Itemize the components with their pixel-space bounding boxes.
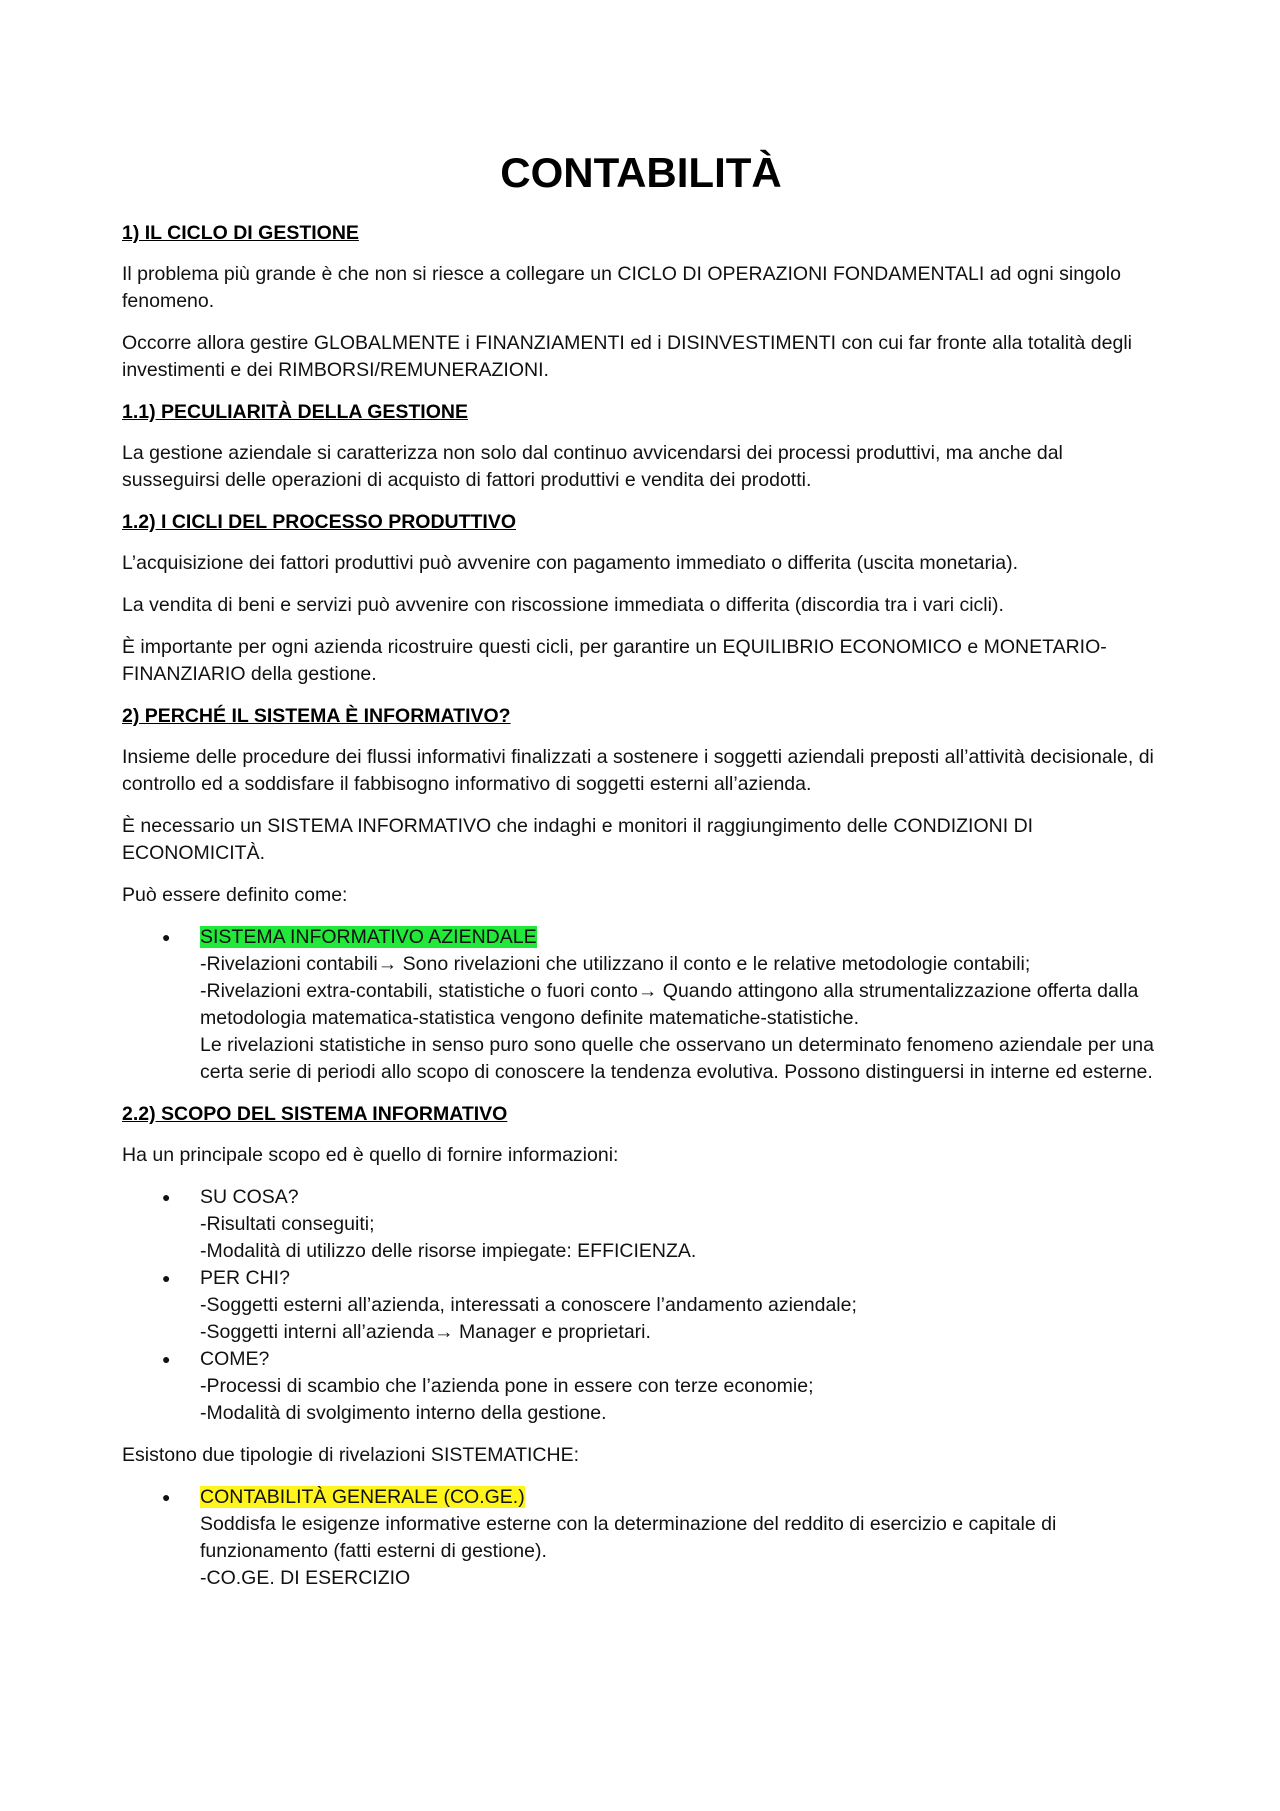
section-heading-cicli-processo: 1.2) I CICLI DEL PROCESSO PRODUTTIVO: [122, 511, 517, 533]
list-item: [122, 1265, 1160, 1346]
list-item-label: SU COSA?: [200, 1186, 299, 1208]
paragraph: Occorre allora gestire GLOBALMENTE i FINANZIAMENTI ed i DISINVESTIMENTI con cui far fronte alla totalità degli investimenti e dei RIMBORSI/REMUNERAZIONI.: [122, 332, 1132, 381]
paragraph: Il problema più grande è che non si riesce a collegare un CICLO DI OPERAZIONI FONDAMENTALI ad ogni singolo fenomeno.: [122, 263, 1121, 312]
paragraph: La vendita di beni e servizi può avvenire con riscossione immediata o differita (discordia tra i vari cicli).: [122, 594, 1004, 616]
list-item-line: -CO.GE. DI ESERCIZIO: [200, 1567, 411, 1589]
list-item-line: Le rivelazioni statistiche in senso puro sono quelle che osservano un determinato fenomeno aziendale per una certa serie di periodi allo scopo di conoscere la tendenza evolutiva. Possono distinguersi in interne ed esterne.: [200, 1034, 1154, 1083]
section-heading-scopo: 2.2) SCOPO DEL SISTEMA INFORMATIVO: [122, 1103, 508, 1125]
highlighted-label: SISTEMA INFORMATIVO AZIENDALE: [200, 926, 537, 948]
paragraph: Insieme delle procedure dei flussi informativi finalizzati a sostenere i soggetti aziendali preposti all’attività decisionale, di controllo ed a soddisfare il fabbisogno informativo di soggetti esterni all’azienda.: [122, 746, 1154, 795]
paragraph: Ha un principale scopo ed è quello di fornire informazioni:: [122, 1144, 619, 1166]
list-item-line: -Rivelazioni extra-contabili, statistiche o fuori conto→ Quando attingono alla strumentalizzazione offerta dalla metodologia matematica-statistica vengono definite matematiche-statistiche.: [200, 980, 1139, 1029]
paragraph: Può essere definito come:: [122, 884, 348, 906]
list-item: [122, 1346, 1160, 1427]
list-item-line: -Soggetti interni all’azienda→ Manager e proprietari.: [200, 1321, 651, 1343]
list-item-line: -Soggetti esterni all’azienda, interessati a conoscere l’andamento aziendale;: [200, 1294, 857, 1316]
paragraph: È necessario un SISTEMA INFORMATIVO che indaghi e monitori il raggiungimento delle CONDIZIONI DI ECONOMICITÀ.: [122, 815, 1034, 864]
page-title: CONTABILITÀ: [500, 149, 782, 196]
list-item-line: -Rivelazioni contabili→ Sono rivelazioni che utilizzano il conto e le relative metodologie contabili;: [200, 953, 1031, 975]
bullet-icon: ●: [162, 1351, 171, 1367]
list-item: [122, 1184, 1160, 1265]
bullet-icon: ●: [162, 929, 171, 945]
highlighted-label: CONTABILITÀ GENERALE (CO.GE.): [200, 1486, 525, 1508]
bullet-icon: ●: [162, 1189, 171, 1205]
list-item-line: -Modalità di utilizzo delle risorse impiegate: EFFICIENZA.: [200, 1240, 697, 1262]
paragraph: Esistono due tipologie di rivelazioni SISTEMATICHE:: [122, 1444, 580, 1466]
list-item-line: -Risultati conseguiti;: [200, 1213, 375, 1235]
bullet-list: [122, 924, 1160, 1086]
paragraph: È importante per ogni azienda ricostruire questi cicli, per garantire un EQUILIBRIO ECONOMICO e MONETARIO-FINANZIARIO della gestione.: [122, 636, 1107, 685]
list-item-line: -Processi di scambio che l’azienda pone in essere con terze economie;: [200, 1375, 814, 1397]
bullet-icon: ●: [162, 1270, 171, 1286]
paragraph: L’acquisizione dei fattori produttivi può avvenire con pagamento immediato o differita (uscita monetaria).: [122, 552, 1019, 574]
section-heading-peculiarita: 1.1) PECULIARITÀ DELLA GESTIONE: [122, 401, 468, 423]
paragraph: La gestione aziendale si caratterizza non solo dal continuo avvicendarsi dei processi produttivi, ma anche dal susseguirsi delle operazioni di acquisto di fattori produttivi e vendita dei prodotti.: [122, 442, 1063, 491]
section-heading-sistema-informativo: 2) PERCHÉ IL SISTEMA È INFORMATIVO?: [122, 705, 511, 727]
bullet-list: [122, 1184, 1160, 1427]
bullet-icon: ●: [162, 1489, 171, 1505]
list-item-label: PER CHI?: [200, 1267, 290, 1289]
list-item: [122, 1484, 1160, 1592]
list-item: [122, 924, 1160, 1086]
section-heading-ciclo-gestione: 1) IL CICLO DI GESTIONE: [122, 222, 359, 244]
list-item-line: -Modalità di svolgimento interno della gestione.: [200, 1402, 607, 1424]
list-item-line: Soddisfa le esigenze informative esterne con la determinazione del reddito di esercizio e capitale di funzionamento (fatti esterni di gestione).: [200, 1513, 1057, 1562]
list-item-label: COME?: [200, 1348, 270, 1370]
bullet-list: [122, 1484, 1160, 1592]
